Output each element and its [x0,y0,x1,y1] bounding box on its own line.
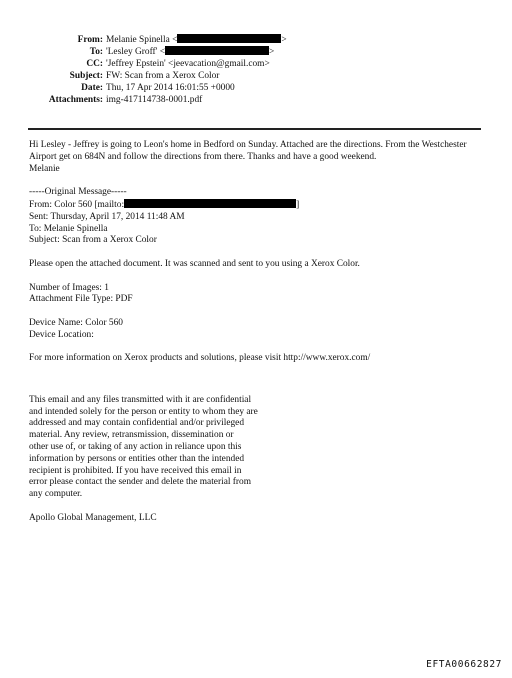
attachment-filename: img-417114738-0001.pdf [106,95,203,105]
disclaimer-line: other use of, or taking of any action in reliance upon this [29,441,242,452]
disclaimer-line: error please contact the sender and delete the material from [29,477,252,488]
disclaimer-line: and intended solely for the person or entity to whom they are [29,406,258,417]
header-divider [28,128,481,130]
from-row [0,34,512,46]
subject-value: FW: Scan from a Xerox Color [106,71,220,81]
original-subject: Subject: Scan from a Xerox Color [29,235,157,246]
original-sent: Sent: Thursday, April 17, 2014 11:48 AM [29,211,185,222]
original-message-divider: -----Original Message----- [29,187,127,198]
from-label: From: [77,35,103,45]
company-name: Apollo Global Management, LLC [29,512,157,523]
disclaimer-line: information by persons or entities other than the intended [29,453,245,464]
scan-instruction: Please open the attached document. It was scanned and sent to you using a Xerox Color. [29,258,360,269]
original-to: To: Melanie Spinella [29,223,108,234]
device-name: Device Name: Color 560 [29,317,123,328]
cc-label: CC: [86,59,103,69]
original-from: From: Color 560 [mailto: ] [29,199,300,210]
signoff: Melanie [29,163,60,174]
cc-value: 'Jeffrey Epstein' <jeevacation@gmail.com> [106,59,270,69]
redaction-bar [124,199,296,208]
number-of-images: Number of Images: 1 [29,282,109,293]
message-text: Hi Lesley - Jeffrey is going to Leon's home in Bedford on Sunday. Attached are the directions. From the Westchester Airport get on 684N and follow the directions from there. Thanks and have a good weekend. [29,140,467,162]
from-value: Melanie Spinella < > [106,35,287,45]
attachment-file-type: Attachment File Type: PDF [29,294,133,305]
to-label: To: [89,47,103,57]
disclaimer-line: material. Any review, retransmission, dissemination or [29,430,234,441]
device-location: Device Location: [29,329,94,340]
disclaimer [29,395,484,501]
disclaimer-line: any computer. [29,489,83,500]
redaction-bar [177,34,281,43]
attachments-label: Attachments: [48,95,103,105]
attachments-row [0,94,512,106]
redaction-bar [165,46,269,55]
to-row [0,46,512,58]
more-info-text: For more information on Xerox products and solutions, please visit http://www.xerox.com/ [29,353,371,364]
subject-row [0,70,512,82]
disclaimer-line: addressed and may contain confidential and/or privileged [29,418,245,429]
date-value: Thu, 17 Apr 2014 16:01:55 +0000 [106,83,235,93]
email-body [29,140,484,525]
cc-row [0,58,512,70]
disclaimer-line: This email and any files transmitted with it are confidential [29,394,252,405]
to-value: 'Lesley Groff' < > [106,47,275,57]
date-row [0,82,512,94]
disclaimer-line: recipient is prohibited. If you have received this email in [29,465,242,476]
date-label: Date: [81,83,103,93]
document-id: EFTA00662827 [426,659,502,670]
subject-label: Subject: [69,71,103,81]
